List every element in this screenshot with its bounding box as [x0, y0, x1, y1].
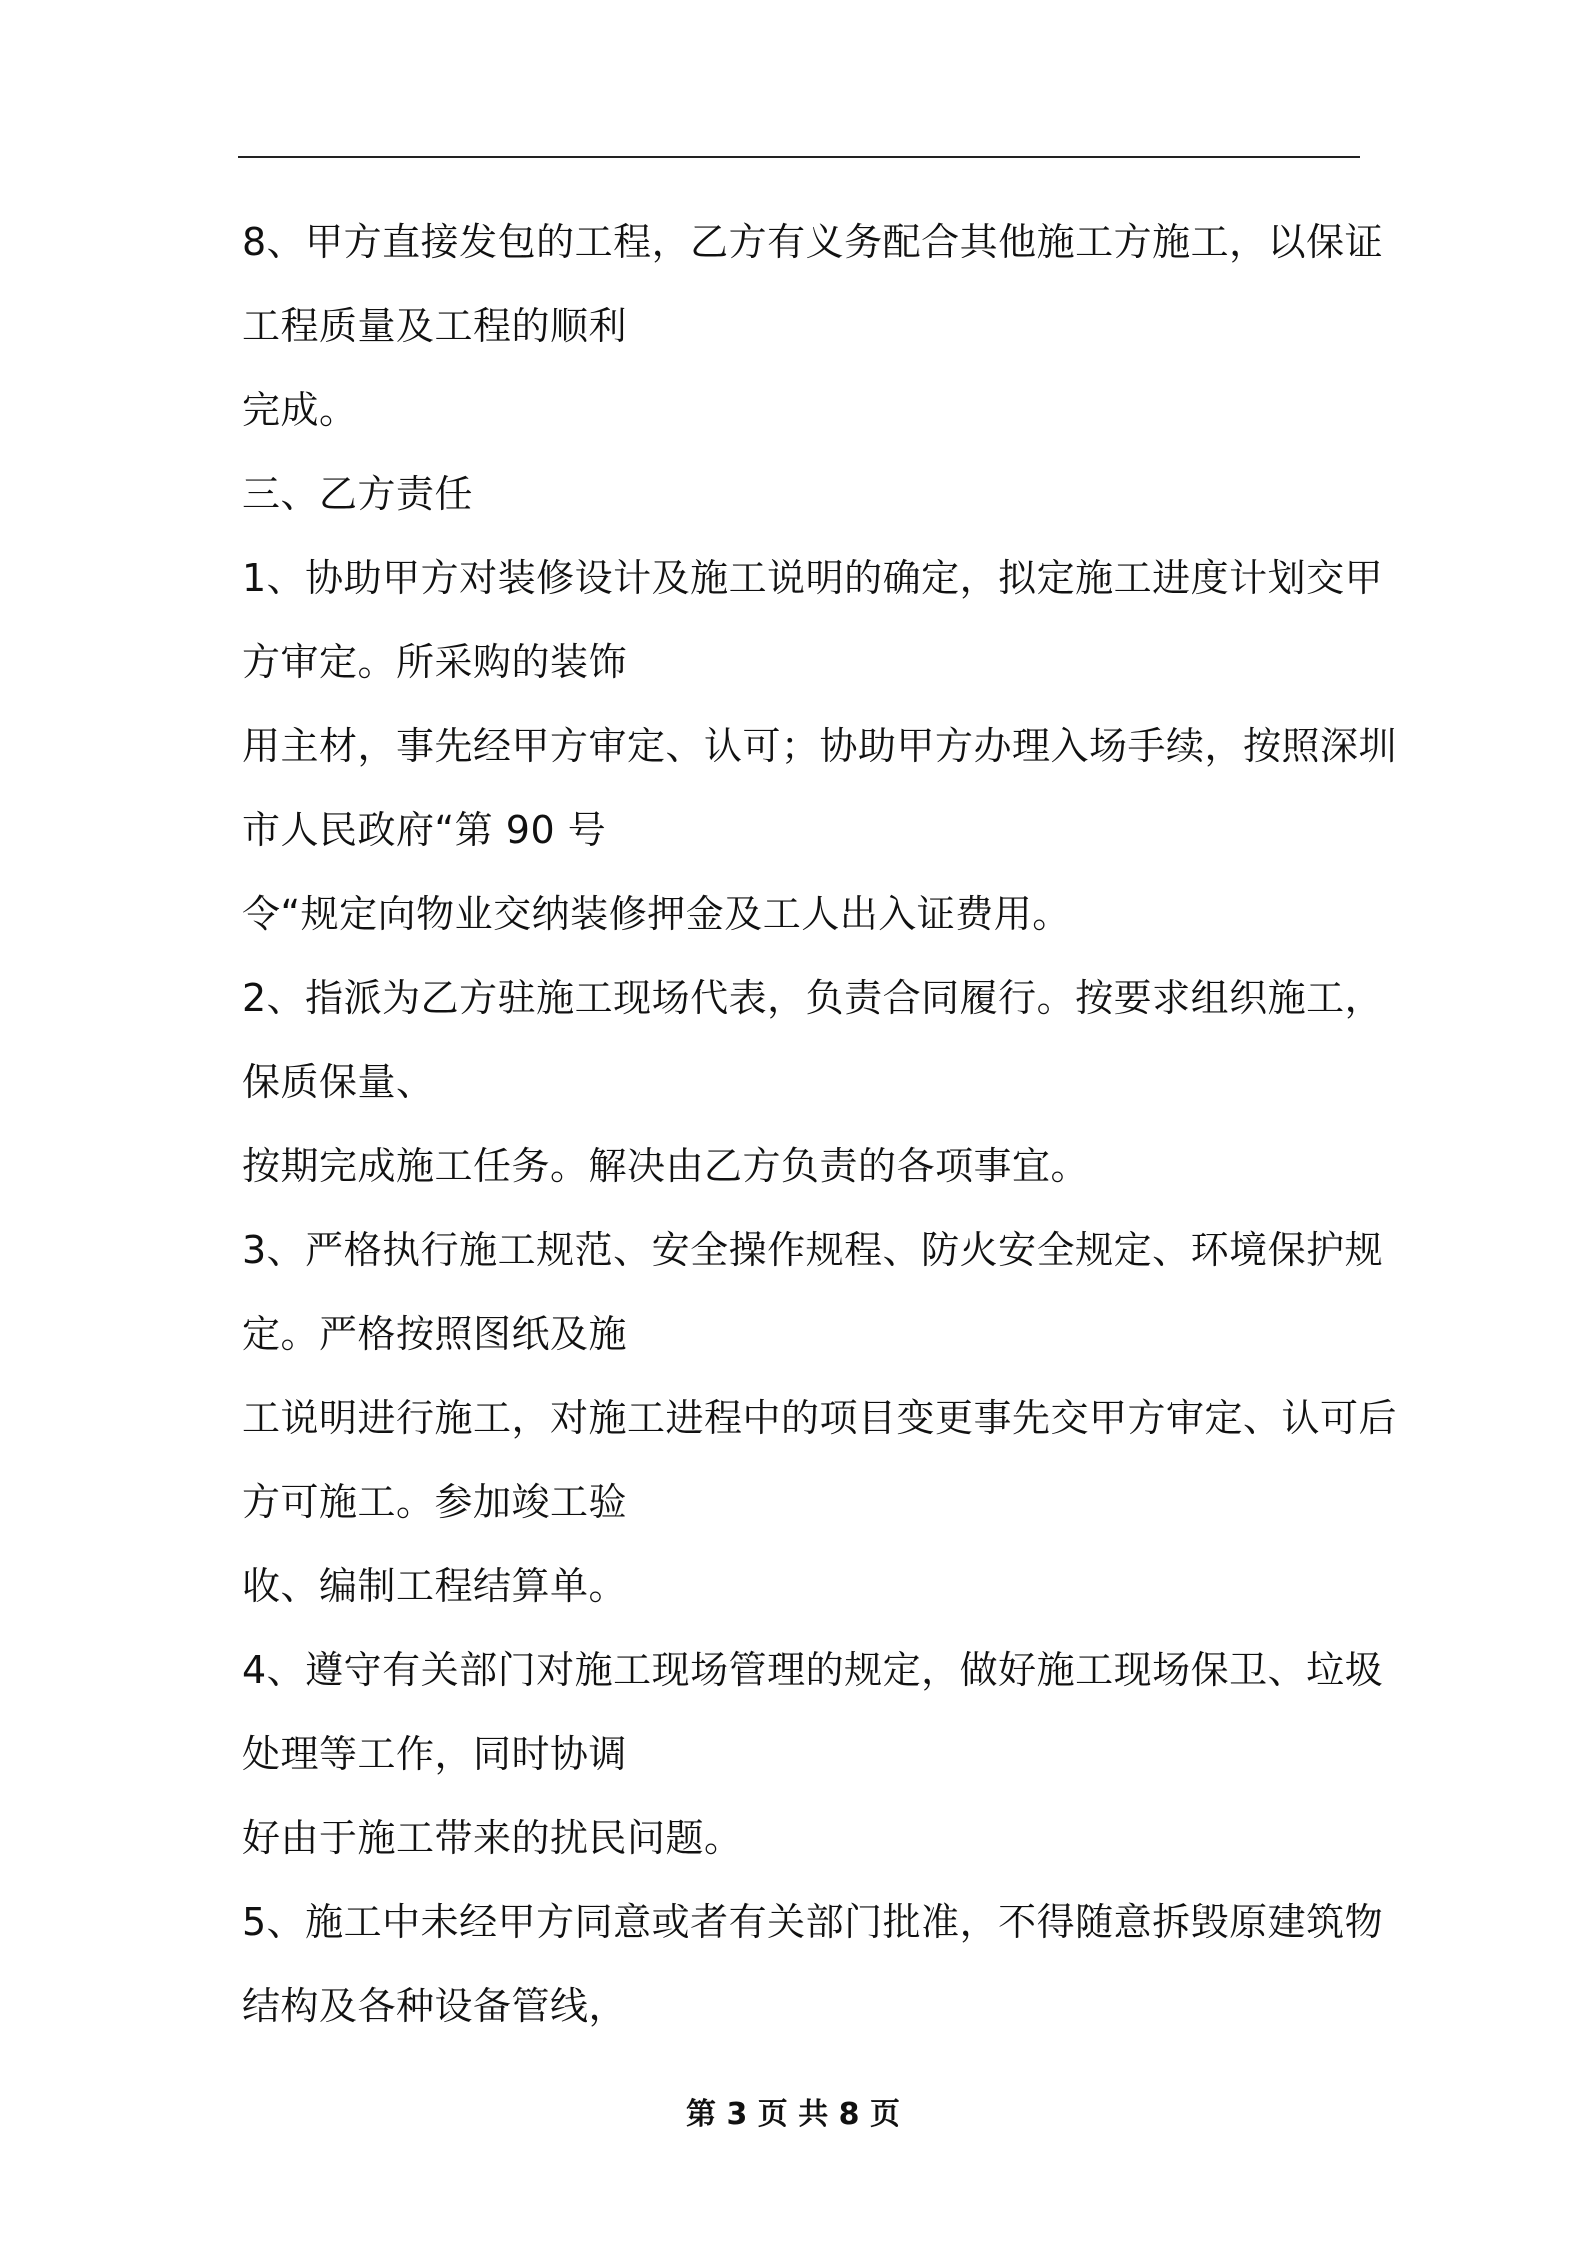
text-line: 方可施工。参加竣工验 — [242, 1480, 628, 1524]
text-line: 定。严格按照图纸及施 — [242, 1312, 628, 1356]
text-line: 市人民政府“第 90 号 — [242, 808, 607, 852]
text-line: 8、甲方直接发包的工程，乙方有义务配合其他施工方施工，以保证 — [242, 220, 1384, 264]
text-line: 3、严格执行施工规范、安全操作规程、防火安全规定、环境保护规 — [242, 1228, 1384, 1272]
text-line: 处理等工作，同时协调 — [242, 1732, 628, 1776]
header-rule — [238, 156, 1360, 158]
section-heading: 三、乙方责任 — [242, 472, 474, 516]
text-line: 5、施工中未经甲方同意或者有关部门批准，不得随意拆毁原建筑物 — [242, 1900, 1384, 1944]
text-line: 收、编制工程结算单。 — [242, 1564, 628, 1608]
text-line: 工程质量及工程的顺利 — [242, 304, 628, 348]
text-line: 好由于施工带来的扰民问题。 — [242, 1816, 743, 1860]
text-line: 结构及各种设备管线， — [242, 1984, 628, 2028]
page-number-footer: 第 3 页 共 8 页 — [686, 2097, 900, 2132]
text-line: 1、协助甲方对装修设计及施工说明的确定，拟定施工进度计划交甲 — [242, 556, 1384, 600]
body-text — [242, 200, 1398, 2048]
text-line: 方审定。所采购的装饰 — [242, 640, 628, 684]
text-line: 令“规定向物业交纳装修押金及工人出入证费用。 — [242, 892, 1071, 936]
text-line: 2、指派为乙方驻施工现场代表，负责合同履行。按要求组织施工， — [242, 976, 1384, 1020]
text-line: 按期完成施工任务。解决由乙方负责的各项事宜。 — [242, 1144, 1090, 1188]
text-line: 保质保量、 — [242, 1060, 435, 1104]
text-line: 完成。 — [242, 388, 358, 432]
text-line: 工说明进行施工，对施工进程中的项目变更事先交甲方审定、认可后 — [242, 1396, 1398, 1440]
text-line: 用主材，事先经甲方审定、认可；协助甲方办理入场手续，按照深圳 — [242, 724, 1398, 768]
text-line: 4、遵守有关部门对施工现场管理的规定，做好施工现场保卫、垃圾 — [242, 1648, 1384, 1692]
